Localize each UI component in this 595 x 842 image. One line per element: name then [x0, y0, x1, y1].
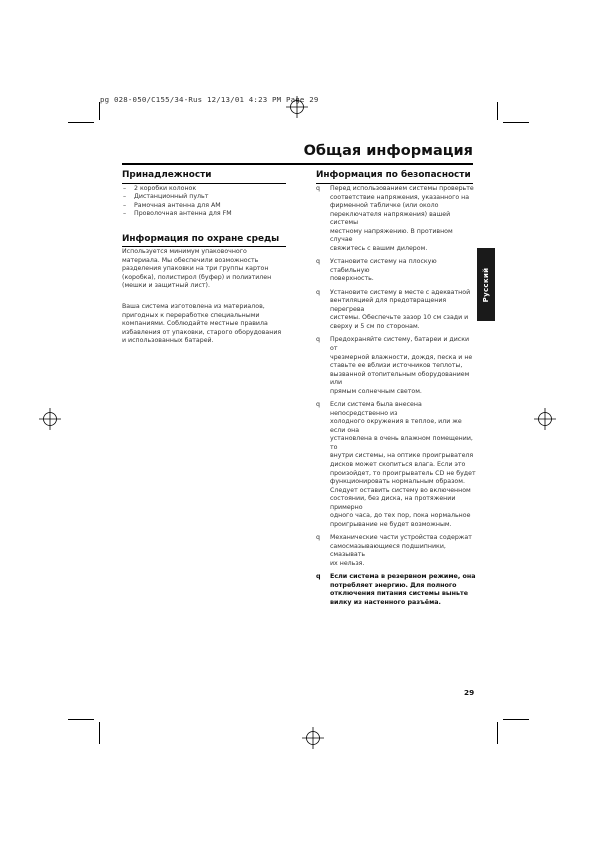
text-line: самосмазывающиеся подшипники, смазывать [330, 542, 446, 559]
bullet-mark: q [316, 288, 320, 296]
text-line: Механические части устройства содержат [330, 534, 472, 542]
text-line: фирменной табличке (или около [330, 202, 439, 210]
text-line: Перед использованием системы проверьте [330, 185, 474, 192]
text-line: вызванной отопительным оборудованием или [330, 370, 470, 387]
environment-paragraph-1 [122, 248, 271, 291]
text-line: системы. Обеспечьте зазор 10 см сзади и [330, 314, 469, 322]
list-item: – Проволочная антенна для FM [121, 210, 232, 218]
text-line: и использованных батарей. [122, 337, 214, 344]
text-line: сверху и 5 см по сторонам. [330, 322, 420, 330]
list-item [316, 289, 476, 332]
accessories-list [121, 185, 232, 218]
language-tab-label: Русский [482, 267, 490, 302]
text-line: функционировать нормальным образом. [330, 478, 465, 486]
text-line: чрезмерной влажности, дождя, песка и не [330, 353, 473, 361]
crop-mark-top-right-h [503, 122, 529, 123]
environment-heading: Информация по охране среды [122, 234, 280, 244]
list-item [316, 336, 476, 396]
print-slug: pg 028-050/C155/34-Rus 12/13/01 4:23 PM Page 29 [100, 95, 319, 104]
bullet-mark: q [316, 534, 320, 542]
bullet-mark: q [316, 401, 320, 409]
text-line: (коробка), полистирол (буфер) и полиэтилен [122, 273, 272, 281]
text-line: избавления от упаковки, старого оборудования [122, 328, 282, 336]
crop-mark-bottom-right-v [497, 722, 498, 744]
text-line: Ваша система изготовлена из материалов, [122, 303, 265, 310]
bullet-mark: q [316, 258, 320, 266]
text-line: Если система в резервном режиме, она [330, 573, 476, 581]
text-line: переключателя напряжения) вашей системы [330, 210, 451, 227]
list-item [316, 573, 476, 607]
safety-heading: Информация по безопасности [316, 170, 471, 180]
text-line: материала. Мы обеспечили возможность [122, 256, 259, 264]
text-line: установлена в очень влажном помещении, то [330, 435, 473, 451]
list-item [316, 185, 476, 253]
registration-mark-bottom-icon [302, 727, 324, 749]
text-line: одного часа, до тех пор, пока нормальное [330, 512, 471, 520]
safety-list [316, 185, 476, 612]
text-line: Установите систему в месте с адекватной [330, 288, 471, 296]
text-line: соответствие напряжения, указанного на [330, 193, 470, 201]
list-item: – 2 коробки колонок [121, 185, 232, 193]
list-item [316, 534, 476, 568]
text-line: состоянии, без диска, на протяжении примерно [330, 495, 456, 511]
text-line: холодного окружения в теплое, или же если она [330, 418, 462, 434]
text-line: дисков может скопиться влага. Если это [330, 460, 466, 468]
text-line: вентиляцией для предотвращения перегрева [330, 297, 447, 313]
text-line: Если система была внесена непосредственно из [330, 401, 422, 417]
crop-mark-bottom-left-v [99, 722, 100, 744]
crop-mark-top-right-v [497, 102, 498, 120]
text-line: Используется минимум упаковочного [122, 248, 247, 255]
text-line: произойдет, то проигрыватель CD не будет [330, 469, 476, 477]
page-number: 29 [464, 688, 475, 697]
registration-mark-top-icon [286, 96, 308, 118]
page-title: Общая информация [303, 143, 473, 159]
text-line: отключения питания системы выньте [330, 590, 469, 598]
text-line: свяжитесь с вашим дилером. [330, 244, 428, 252]
crop-mark-bottom-left-h [68, 719, 94, 720]
text-line: проигрывание не будет возможным. [330, 520, 452, 528]
list-item: – Рамочная антенна для АМ [121, 202, 232, 210]
text-line: внутри системы, на оптике проигрывателя [330, 452, 474, 460]
text-line: потребляет энергию. Для полного [330, 581, 457, 589]
bullet-mark: q [316, 185, 320, 192]
text-line: прямым солнечным светом. [330, 387, 422, 395]
list-item [316, 401, 476, 529]
list-item: – Дистанционный пульт [121, 193, 232, 201]
crop-mark-top-left-h [68, 122, 94, 123]
bullet-mark: q [316, 336, 320, 344]
text-line: Предохраняйте систему, батареи и диски от [330, 336, 470, 352]
accessories-heading: Принадлежности [122, 170, 212, 180]
list-item [316, 258, 476, 284]
text-line: поверхность. [330, 275, 374, 283]
text-line: пригодных к переработке специальными [122, 311, 260, 319]
language-tab [477, 248, 495, 321]
text-line: их нельзя. [330, 559, 365, 567]
text-line: Следует оставить систему во включенном [330, 486, 471, 494]
text-line: (мешки и защитный лист). [122, 282, 210, 289]
bullet-mark: q [316, 573, 321, 581]
text-line: Установите систему на плоскую стабильную [330, 258, 437, 274]
text-line: разделения упаковки на три группы картон [122, 265, 269, 272]
environment-paragraph-2 [122, 303, 281, 346]
text-line: местному напряжению. В противном случае [330, 227, 453, 244]
crop-mark-bottom-right-h [503, 719, 529, 720]
registration-mark-right-icon [534, 408, 556, 430]
text-line: ставьте ее вблизи источников теплоты, [330, 362, 463, 370]
crop-mark-top-left-v [99, 102, 100, 120]
text-line: компаниями. Соблюдайте местные правила [122, 320, 268, 327]
title-rule [122, 163, 473, 165]
text-line: вилку из настенного разъёма. [330, 598, 441, 606]
registration-mark-left-icon [39, 408, 61, 430]
